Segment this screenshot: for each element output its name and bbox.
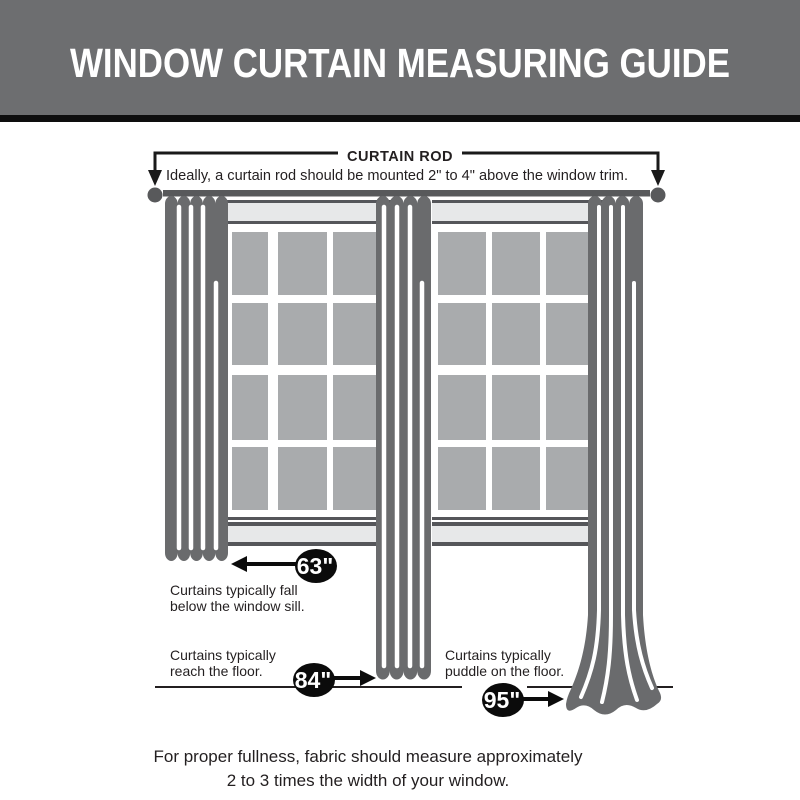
- measurement-note-line1: Curtains typically: [445, 647, 551, 663]
- window-sill-line: [225, 517, 392, 520]
- window-pane: [546, 447, 594, 510]
- rod-finial-left: [148, 188, 163, 203]
- window-sill-line: [225, 522, 392, 526]
- window-pane: [546, 232, 594, 295]
- window-pane: [492, 375, 540, 440]
- arrow-right-icon: [548, 691, 564, 707]
- measurement-value: 84": [294, 667, 332, 693]
- rod-mounting-note: Ideally, a curtain rod should be mounted 2" to 4" above the window trim.: [166, 168, 628, 184]
- measurement-note-line2: below the window sill.: [170, 598, 305, 614]
- curtain-panel: [165, 196, 228, 561]
- bracket-arrow-down-right-icon: [651, 170, 665, 186]
- window-pane: [232, 447, 268, 510]
- window-pane: [546, 375, 594, 440]
- window-pane: [492, 303, 540, 365]
- window-left: [225, 200, 392, 546]
- window-pane: [333, 232, 382, 295]
- window-pane: [232, 375, 268, 440]
- window-pane: [278, 447, 327, 510]
- page-title: WINDOW CURTAIN MEASURING GUIDE: [70, 40, 730, 86]
- measurement-value: 63": [296, 553, 334, 579]
- measurement-note-line2: reach the floor.: [170, 663, 263, 679]
- window-pane-grid: [438, 232, 594, 510]
- window-sill-line: [225, 542, 392, 546]
- window-pane: [438, 375, 486, 440]
- header-underline-bar: [0, 115, 800, 122]
- window-pane: [278, 303, 327, 365]
- measurement-note-line2: puddle on the floor.: [445, 663, 565, 679]
- arrow-left-icon: [231, 556, 247, 572]
- window-pane: [333, 303, 382, 365]
- window-pane-grid: [232, 232, 382, 510]
- window-pane: [438, 232, 486, 295]
- window-pane: [232, 303, 268, 365]
- measurement-84: [170, 647, 376, 697]
- window-sill-line: [432, 522, 612, 526]
- measurement-note-line1: Curtains typically: [170, 647, 276, 663]
- window-sill-face: [432, 526, 612, 542]
- footer-note-line2: 2 to 3 times the width of your window.: [226, 771, 510, 790]
- footer-note-line1: For proper fullness, fabric should measure approximately: [153, 747, 583, 766]
- measurement-value: 95": [483, 687, 521, 713]
- measurement-95: [445, 647, 564, 717]
- curtain-rod-label: CURTAIN ROD: [347, 148, 453, 165]
- window-sill-line: [432, 542, 612, 546]
- window-pane: [492, 232, 540, 295]
- curtain-rod: [163, 190, 650, 197]
- window-sill-line: [432, 517, 612, 520]
- window-pane: [232, 232, 268, 295]
- window-pane: [333, 447, 382, 510]
- window-pane: [438, 303, 486, 365]
- window-trim-top-face: [432, 203, 612, 221]
- curtain-middle: [376, 196, 431, 680]
- window-pane: [492, 447, 540, 510]
- measurement-note-line1: Curtains typically fall: [170, 582, 298, 598]
- window-sill-face: [225, 526, 392, 542]
- window-pane: [438, 447, 486, 510]
- window-pane: [278, 375, 327, 440]
- window-pane: [333, 375, 382, 440]
- rod-finial-right: [651, 188, 666, 203]
- arrow-right-icon: [360, 670, 376, 686]
- window-pane: [546, 303, 594, 365]
- bracket-arrow-down-left-icon: [148, 170, 162, 186]
- curtain-left: [165, 196, 228, 561]
- window-pane: [278, 232, 327, 295]
- window-right: [432, 200, 612, 546]
- window-trim-top-face: [225, 203, 392, 221]
